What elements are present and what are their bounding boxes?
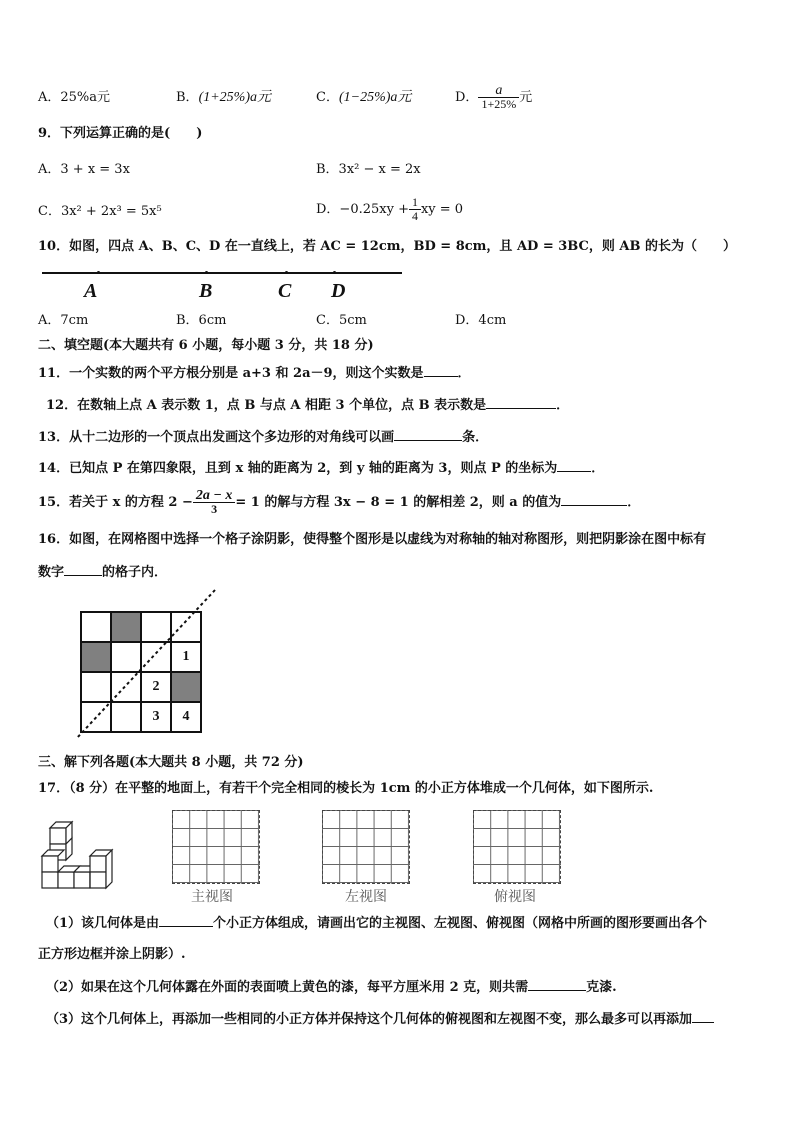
q17-part-3: （3）这个几何体上，再添加一些相同的小正方体并保持这个几何体的俯视图和左视图不变，那么最多可以再添加	[46, 1010, 714, 1029]
grid-cell-3: 3	[141, 702, 171, 732]
section-2-heading: 二、填空题(本大题共有 6 小题，每小题 3 分，共 18 分)	[38, 338, 374, 353]
q10-point-a: A	[84, 280, 98, 302]
left-view-grid	[322, 810, 410, 884]
grid-cell-4: 4	[171, 702, 201, 732]
q10-tick-c	[285, 271, 288, 274]
q10-point-b: B	[199, 280, 213, 302]
left-view-label: 左视图	[345, 889, 387, 905]
front-view-label: 主视图	[191, 889, 233, 905]
q10-option-d: D．4cm	[455, 313, 507, 328]
q10-option-a: A．7cm	[38, 313, 89, 328]
q16-line-2: 数字 的格子内．	[38, 565, 168, 580]
q17-part-2: （2）如果在这个几何体露在外面的表面喷上黄色的漆，每平方厘米用 2 克，则共需 克漆.	[46, 980, 617, 995]
q8-option-c: C．(1−25%)a元	[316, 90, 412, 105]
q12-answer-blank	[486, 396, 556, 409]
q9-option-c: C．3x² + 2x³ = 5x⁵	[38, 204, 162, 219]
q10-stem: 10．如图，四点 A、B、C、D 在一直线上，若 AC = 12cm，BD = 8cm，且 AD = 3BC，则 AB 的长为（ ）	[38, 239, 737, 254]
q15-fraction: $\frac{2a - x}{3}$	[193, 489, 235, 516]
q9-option-d: D．−0.25xy + $\frac{1}{4}$ xy = 0	[316, 195, 464, 223]
q9-option-b: B．3x² − x = 2x	[316, 162, 421, 177]
q17-part-3-blank	[692, 1010, 714, 1023]
q9-stem: 9．下列运算正确的是( )	[38, 126, 203, 141]
top-view-grid	[473, 810, 561, 884]
q8-option-a: A．25%a元	[38, 90, 111, 105]
q16-line-1: 16．如图，在网格图中选择一个格子涂阴影，使得整个图形是以虚线为对称轴的轴对称图形，则把阴影涂在图中标有	[38, 532, 707, 547]
cube-stack-figure	[38, 812, 128, 892]
q8-fraction: $\frac{a}{1+25\%}$	[478, 84, 519, 111]
grid-cell-1: 1	[171, 642, 201, 672]
q9-option-a: A．3 + x = 3x	[38, 162, 130, 177]
q10-tick-b	[205, 271, 208, 274]
q17-part-1-blank	[159, 914, 213, 927]
q17-part-1-line-2: 正方形边框并涂上阴影）.	[38, 947, 186, 962]
q10-option-c: C．5cm	[316, 313, 367, 328]
q8-option-b: B．(1+25%)a元	[176, 90, 271, 105]
q10-tick-d	[333, 271, 336, 274]
q10-point-c: C	[278, 280, 292, 302]
q11: 11．一个实数的两个平方根分别是 a+3 和 2a－9，则这个实数是 ．	[38, 366, 471, 381]
q17-stem: 17．（8 分）在平整的地面上，有若干个完全相同的棱长为 1cm 的小正方体堆成一个几何体，如下图所示.	[38, 781, 654, 796]
section-3-heading: 三、解下列各题(本大题共 8 小题，共 72 分)	[38, 755, 304, 770]
q12: 12．在数轴上点 A 表示数 1，点 B 与点 A 相距 3 个单位，点 B 表示数是 ．	[46, 398, 570, 413]
q9-fraction: $\frac{1}{4}$	[409, 196, 421, 223]
q11-answer-blank	[424, 364, 458, 377]
q15: 15．若关于 x 的方程 2 − $\frac{2a - x}{3}$ = 1 的解与方程 3x − 8 = 1 的解相差 2，则 a 的值为 ．	[38, 488, 641, 516]
q17-part-2-blank	[528, 978, 586, 991]
q13-answer-blank	[394, 428, 462, 441]
q13: 13．从十二边形的一个顶点出发画这个多边形的对角线可以画 条．	[38, 430, 489, 445]
q16-answer-blank	[64, 563, 102, 576]
q14-answer-blank	[557, 459, 591, 472]
front-view-grid	[172, 810, 260, 884]
q10-option-b: B．6cm	[176, 313, 227, 328]
grid-cell-2: 2	[141, 672, 171, 702]
q10-tick-a	[97, 271, 100, 274]
q17-part-1-line-1: （1）该几何体是由 个小正方体组成，请画出它的主视图、左视图、俯视图（网格中所画的图形要画出各个	[46, 916, 708, 931]
q8-option-d: D． $\frac{a}{1+25\%}$ 元	[455, 83, 533, 111]
q15-answer-blank	[561, 493, 627, 506]
symmetry-axis-dashed-line	[70, 585, 220, 745]
q10-line-figure	[42, 272, 402, 274]
q14: 14．已知点 P 在第四象限，且到 x 轴的距离为 2，到 y 轴的距离为 3，则点 P 的坐标为 ．	[38, 461, 605, 476]
q10-point-d: D	[331, 280, 346, 302]
top-view-label: 俯视图	[494, 889, 536, 905]
